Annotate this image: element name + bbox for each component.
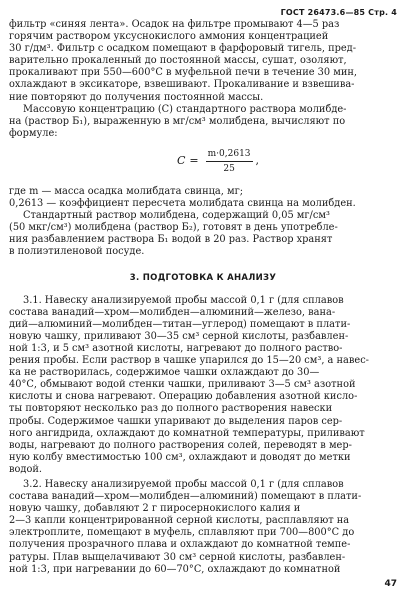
text-line: варительно прокаленный до постоянной массы, сушат, озоляют, (9, 55, 347, 67)
text-line: на (раствор Б₁), выраженную в мг/см³ молибдена, вычисляют по (9, 115, 346, 127)
page-header: ГОСТ 26473.6—85 Стр. 4 (280, 8, 397, 17)
text-line: получения прозрачного плава и охлаждают до комнатной темпе- (9, 539, 351, 551)
text-line: 2—3 капли концентрированной серной кислоты, расплавляют на (9, 515, 350, 527)
text-line: (50 мкг/см³) молибдена (раствор Б₂), готовят в день употребле- (9, 222, 338, 234)
text-line: дий—алюминий—молибден—титан—углерод) помещают в плати- (9, 318, 351, 330)
text-line: 0,2613 — коэффициент пересчета молибдата свинца на молибден. (9, 198, 356, 210)
text-line: ной 1:3, при нагревании до 60—70°С, охлаждают до комнатной (9, 563, 341, 575)
body-text (9, 19, 397, 576)
text-line: 3.2. Навеску анализируемой пробы массой 0,1 г (для сплавов (23, 479, 344, 490)
paragraph-standard-solution (9, 210, 397, 258)
text-line: состава ванадий—хром—молибден—алюминий) помещают в плати- (9, 491, 362, 503)
text-line: фильтр «синяя лента». Осадок на фильтре промывают 4—5 раз (9, 19, 340, 30)
text-line: формуле: (9, 127, 58, 139)
formula-numerator: m·0,2613 (206, 148, 253, 162)
text-line: воды, нагревают до полного растворения солей, переводят в мер- (9, 439, 352, 451)
formula-equals: = (189, 154, 199, 168)
text-line: ка не растворилась, содержимое чашки охлаждают до 30— (9, 367, 320, 379)
formula-fraction (206, 148, 253, 175)
text-line: новую чашку, добавляют 2 г пиросернокислого калия и (9, 503, 301, 515)
text-line: ного ангидрида, охлаждают до комнатной температуры, приливают (9, 427, 365, 439)
text-line: Массовую концентрацию (С) стандартного раствора молибде- (23, 103, 347, 115)
text-line: ты повторяют несколько раз до полного растворения навески (9, 403, 333, 415)
paragraph-3-2 (9, 479, 397, 576)
text-line: Стандартный раствор молибдена, содержащий 0,05 мг/см³ (23, 210, 330, 222)
text-line: охлаждают в эксикаторе, взвешивают. Прокаливание и взвешива- (9, 79, 355, 91)
text-line: ной 1:3, и 5 см³ азотной кислоты, нагревают до полного раство- (9, 342, 343, 354)
text-line: 40°С, обмывают водой стенки чашки, приливают 3—5 см³ азотной (9, 379, 356, 391)
text-line: рения пробы. Если раствор в чашке упарился до 15—20 см³, а навес- (9, 355, 369, 367)
paragraph-where (9, 186, 397, 210)
text-line: состава ванадий—хром—молибден—алюминий—железо, вана- (9, 306, 336, 318)
formula-lhs: C (177, 154, 186, 168)
formula-comma: , (255, 154, 260, 168)
text-line: прокаливают при 550—600°С в муфельной печи в течение 30 мин, (9, 67, 358, 79)
text-line: пробы. Содержимое чашки упаривают до выделения паров сер- (9, 415, 343, 427)
paragraph-filter (9, 19, 397, 104)
text-line: кислоты и снова нагревают. Операцию добавления азотной кисло- (9, 391, 358, 403)
paragraph-concentration (9, 104, 397, 140)
formula (9, 144, 397, 184)
text-line: в полиэтиленовой посуде. (9, 246, 145, 258)
text-line: ния разбавлением раствора Б₁ водой в 20 раз. Раствор хранят (9, 234, 333, 246)
section-title: 3. ПОДГОТОВКА К АНАЛИЗУ (129, 272, 277, 283)
text-line: новую чашку, приливают 30—35 см³ серной кислоты, разбавлен- (9, 330, 349, 342)
text-line: горячим раствором уксуснокислого аммония концентрацией (9, 31, 329, 43)
text-line: 3.1. Навеску анализируемой пробы массой 0,1 г (для сплавов (23, 294, 344, 306)
paragraph-3-1 (9, 295, 397, 476)
text-line: водой. (9, 463, 42, 475)
text-line: 30 г/дм³. Фильтр с осадком помещают в фарфоровый тигель, пред- (9, 43, 357, 55)
text-line: ние повторяют до получения постоянной массы. (9, 91, 264, 103)
text-line: ную колбу вместимостью 100 см³, охлаждают и доводят до метки (9, 451, 351, 463)
page-number: 47 (384, 579, 397, 589)
text-line: ратуры. Плав выщелачивают 30 см³ серной кислоты, разбавлен- (9, 551, 346, 563)
formula-denominator: 25 (223, 164, 235, 175)
text-line: где m — масса осадка молибдата свинца, мг; (9, 185, 244, 197)
text-line: электроплите, помещают в муфель, сплавляют при 700—800°С до (9, 527, 355, 539)
